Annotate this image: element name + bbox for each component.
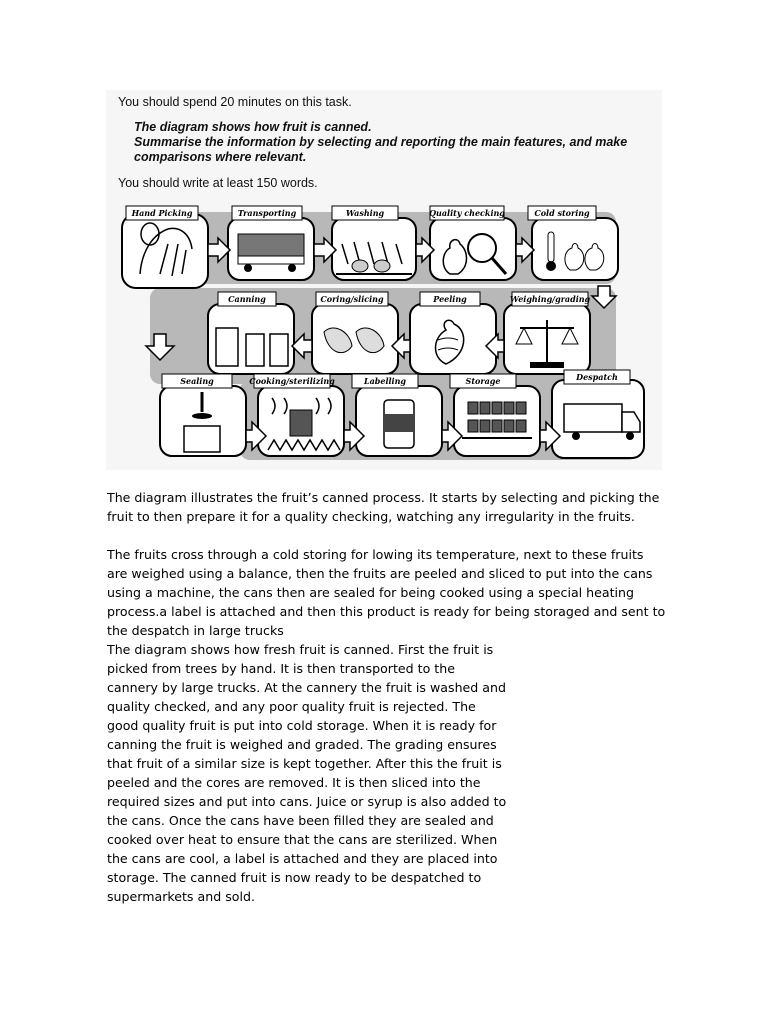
task-prompt-line: comparisons where relevant. xyxy=(134,150,307,164)
task-prompt-line: Summarise the information by selecting and reporting the main features, and make xyxy=(134,135,628,149)
task-prompt xyxy=(134,120,644,165)
stage-sealing xyxy=(160,386,246,456)
task-image xyxy=(106,90,662,470)
stage-cold-storing xyxy=(532,218,618,280)
stage-peeling xyxy=(410,304,496,374)
essay-paragraph: The diagram shows how fresh fruit is canned. First the fruit is picked from trees by hand. It is then transported to the cannery by large trucks. At the cannery the fruit is washed and quality checked, and any poor quality fruit is rejected. The good quality fruit is put into cold storage. When it is ready for canning the fruit is weighed and graded. The grading ensures that fruit of a similar size is kept together. After this the fruit is peeled and the cores are removed. It is then sliced into the required sizes and put into cans. Juice or syrup is also added to the cans. Once the cans have been filled they are sealed and cooked over heat to ensure that the cans are sterilized. When the cans are cool, a label is attached and they are placed into storage. The canned fruit is now ready to be despatched to supermarkets and sold. xyxy=(107,642,507,904)
stage-quality-checking xyxy=(430,218,516,280)
stage-transporting xyxy=(228,218,314,280)
essay-paragraph: The fruits cross through a cold storing for lowing its temperature, next to these fruits are weighed using a balance, then the fruits are peeled and sliced to put into the cans using a machine, the cans then are sealed for being cooked using a special heating process.a label is attached and then this product is ready for being storaged and sent to the despatch in large trucks xyxy=(107,547,666,638)
stage-label: Hand Picking xyxy=(131,208,193,218)
task-prompt-line: The diagram shows how fruit is canned. xyxy=(134,120,372,134)
stage-cooking-sterilizing xyxy=(258,386,344,456)
essay-paragraph: The diagram illustrates the fruit’s canned process. It starts by selecting and picking the fruit to then prepare it for a quality checking, watching any irregularity in the fruits. xyxy=(107,490,660,524)
stage-label: Coring/slicing xyxy=(320,294,384,304)
stage-label: Labelling xyxy=(363,376,407,386)
stage-hand-picking xyxy=(122,214,208,288)
essay-text xyxy=(107,488,667,906)
stage-canning xyxy=(208,304,294,374)
stage-label: Quality checking xyxy=(429,208,505,218)
stage-label: Peeling xyxy=(433,294,467,304)
stage-label: Storage xyxy=(465,376,501,386)
stage-label: Cooking/sterilizing xyxy=(249,376,335,386)
stage-label: Weighing/grading xyxy=(509,294,591,304)
fruit-canning-diagram xyxy=(120,204,646,466)
stage-label: Canning xyxy=(228,294,266,304)
stage-label: Cold storing xyxy=(534,208,590,218)
stage-coring-slicing xyxy=(312,304,398,374)
stage-labelling xyxy=(356,386,442,456)
stage-label: Despatch xyxy=(576,372,618,382)
task-time-instruction: You should spend 20 minutes on this task. xyxy=(118,95,352,109)
stage-label: Transporting xyxy=(237,208,297,218)
stage-washing xyxy=(332,218,416,280)
task-word-instruction: You should write at least 150 words. xyxy=(118,176,318,190)
stage-weighing-grading xyxy=(504,304,590,374)
stage-label: Sealing xyxy=(180,376,214,386)
stage-storage xyxy=(454,386,540,456)
stage-label: Washing xyxy=(345,208,385,218)
stage-despatch xyxy=(552,380,644,458)
